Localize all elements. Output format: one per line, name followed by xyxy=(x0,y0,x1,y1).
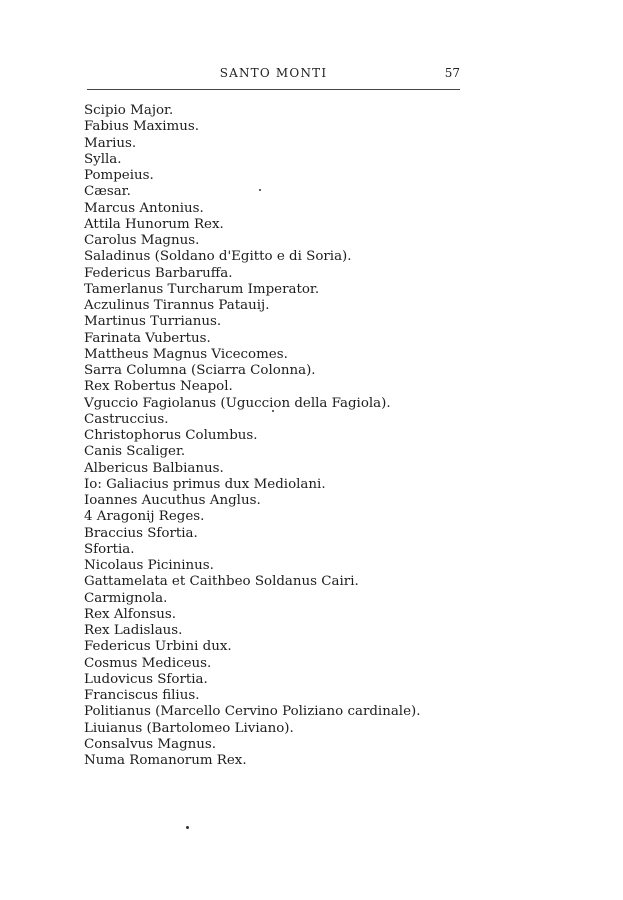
list-item: Mattheus Magnus Vicecomes. xyxy=(84,346,288,362)
list-item: Aczulinus Tirannus Patauij. xyxy=(84,298,270,313)
list-item: Sylla. xyxy=(84,151,122,167)
name-list xyxy=(84,103,421,769)
list-item: Federicus Urbini dux. xyxy=(84,639,232,655)
print-speck xyxy=(272,410,274,412)
list-item: Marius. xyxy=(84,135,137,151)
list-item: Braccius Sfortia. xyxy=(84,525,198,541)
list-item: Marcus Antonius. xyxy=(84,200,204,216)
list-item: Sarra Columna (Sciarra Colonna). xyxy=(84,363,316,378)
list-item: Saladinus (Soldano d'Egitto e di Soria). xyxy=(84,249,352,265)
list-item: Io: Galiacius primus dux Mediolani. xyxy=(84,476,326,492)
list-item: Vguccio Fagiolanus (Uguccion della Fagiola). xyxy=(84,395,391,411)
list-item: Albericus Balbianus. xyxy=(84,460,224,476)
list-item: Carmignola. xyxy=(84,590,168,606)
page-header xyxy=(87,66,460,88)
list-item: Canis Scaliger. xyxy=(84,444,186,460)
list-item: Carolus Magnus. xyxy=(84,233,200,248)
list-item: Gattamelata et Caithbeo Soldanus Cairi. xyxy=(84,574,359,590)
list-item: Scipio Major. xyxy=(84,103,174,118)
list-item: Federicus Barbaruffa. xyxy=(84,265,233,281)
list-item: Rex Robertus Neapol. xyxy=(84,379,233,395)
header-rule xyxy=(87,89,460,90)
list-item: 4 Aragonij Reges. xyxy=(84,509,205,525)
list-item: Numa Romanorum Rex. xyxy=(84,753,247,768)
print-speck xyxy=(259,189,261,191)
list-item: Fabius Maximus. xyxy=(84,119,199,135)
list-item: Consalvus Magnus. xyxy=(84,736,217,752)
list-item: Attila Hunorum Rex. xyxy=(84,216,224,232)
list-item: Ioannes Aucuthus Anglus. xyxy=(84,493,261,508)
list-item: Politianus (Marcello Cervino Poliziano cardinale). xyxy=(84,704,421,720)
list-item: Martinus Turrianus. xyxy=(84,314,222,330)
list-item: Christophorus Columbus. xyxy=(84,428,258,443)
list-item: Nicolaus Picininus. xyxy=(84,558,214,573)
list-item: Sfortia. xyxy=(84,541,135,557)
list-item: Rex Ladislaus. xyxy=(84,623,183,638)
page-number: 57 xyxy=(444,66,460,80)
list-item: Pompeius. xyxy=(84,168,154,183)
list-item: Ludovicus Sfortia. xyxy=(84,671,208,687)
list-item: Rex Alfonsus. xyxy=(84,606,177,622)
running-title: SANTO MONTI xyxy=(219,66,328,80)
list-item: Farinata Vubertus. xyxy=(84,330,211,346)
list-item: Franciscus filius. xyxy=(84,688,200,703)
print-speck xyxy=(186,826,189,829)
list-item: Liuianus (Bartolomeo Liviano). xyxy=(84,720,294,736)
list-item: Castruccius. xyxy=(84,411,169,427)
list-item: Cæsar. xyxy=(84,184,131,200)
list-item: Cosmus Mediceus. xyxy=(84,655,212,671)
list-item: Tamerlanus Turcharum Imperator. xyxy=(84,281,320,297)
